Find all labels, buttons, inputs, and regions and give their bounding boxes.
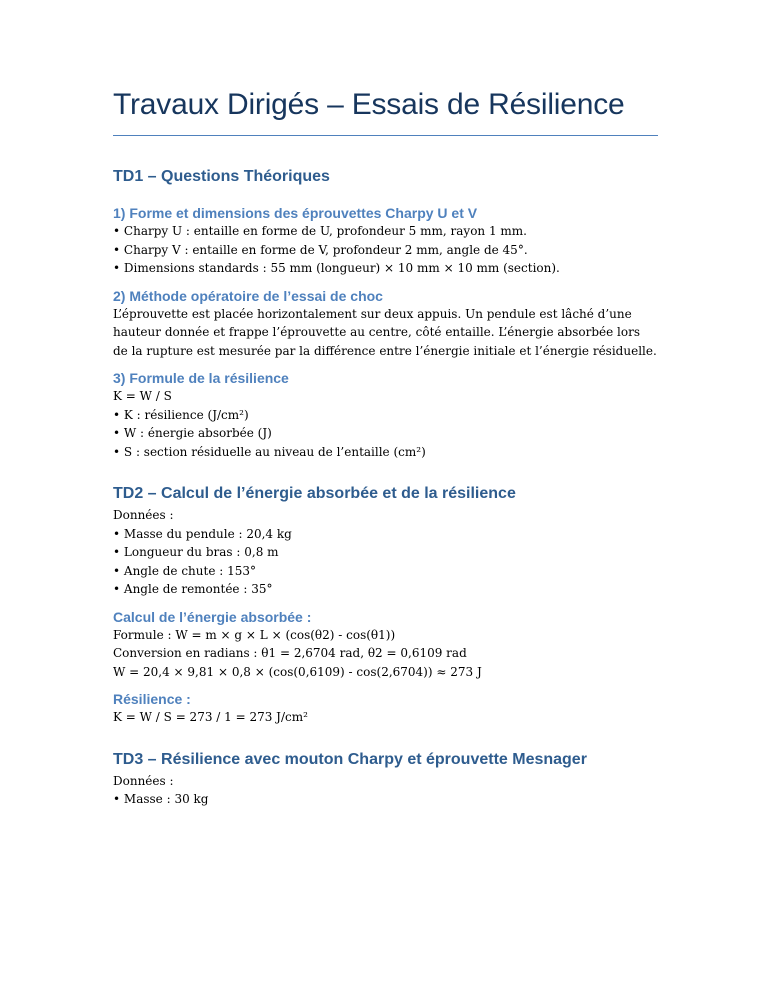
td2-bullet: • Longueur du bras : 0,8 m <box>113 543 658 562</box>
q2-heading: 2) Méthode opératoire de l’essai de choc <box>113 287 383 304</box>
td3-bullet: • Masse : 30 kg <box>113 790 658 809</box>
energy-line: Conversion en radians : θ1 = 2,6704 rad, θ2 = 0,6109 rad <box>113 646 467 660</box>
resilience-heading: Résilience : <box>113 691 191 707</box>
td2-bullet: • Angle de chute : 153° <box>113 562 658 581</box>
page-title: Travaux Dirigés – Essais de Résilience <box>113 88 625 121</box>
q3-bullet: • W : énergie absorbée (J) <box>113 424 658 443</box>
td2-data-label: Données : <box>113 508 174 522</box>
q3-bullet: • S : section résiduelle au niveau de l’entaille (cm²) <box>113 443 658 462</box>
td3-data-label: Données : <box>113 773 174 788</box>
q1-bullet: • Dimensions standards : 55 mm (longueur) × 10 mm × 10 mm (section). <box>113 259 658 278</box>
q2-paragraph: L’éprouvette est placée horizontalement sur deux appuis. Un pendule est lâché d’une hauteur donnée et frappe l’éprouvette au centre, côté entaille. L’énergie absorbée lors de la rupture est mesurée par la différence entre l’énergie initiale et l’énergie résiduelle. <box>113 306 657 358</box>
energy-heading: Calcul de l’énergie absorbée : <box>113 608 312 625</box>
q1-bullet: • Charpy U : entaille en forme de U, profondeur 5 mm, rayon 1 mm. <box>113 222 658 241</box>
resilience-line: K = W / S = 273 / 1 = 273 J/cm² <box>113 710 308 724</box>
td3-heading: TD3 – Résilience avec mouton Charpy et éprouvette Mesnager <box>113 750 587 768</box>
q1-bullet: • Charpy V : entaille en forme de V, profondeur 2 mm, angle de 45°. <box>113 241 658 260</box>
energy-line: W = 20,4 × 9,81 × 0,8 × (cos(0,6109) - cos(2,6704)) ≈ 273 J <box>113 664 482 679</box>
q1-heading: 1) Forme et dimensions des éprouvettes Charpy U et V <box>113 205 478 221</box>
td2-bullet: • Masse du pendule : 20,4 kg <box>113 525 658 544</box>
q3-bullet: • K : résilience (J/cm²) <box>113 406 658 425</box>
title-underline <box>113 135 658 136</box>
document-body <box>113 166 658 809</box>
td2-heading: TD2 – Calcul de l’énergie absorbée et de la résilience <box>113 485 516 502</box>
energy-line: Formule : W = m × g × L × (cos(θ2) - cos(θ1)) <box>113 627 396 642</box>
td2-bullet: • Angle de remontée : 35° <box>113 580 658 599</box>
q3-heading: 3) Formule de la résilience <box>113 370 289 386</box>
resilience-formula: K = W / S <box>113 389 172 403</box>
td1-heading: TD1 – Questions Théoriques <box>113 168 330 185</box>
